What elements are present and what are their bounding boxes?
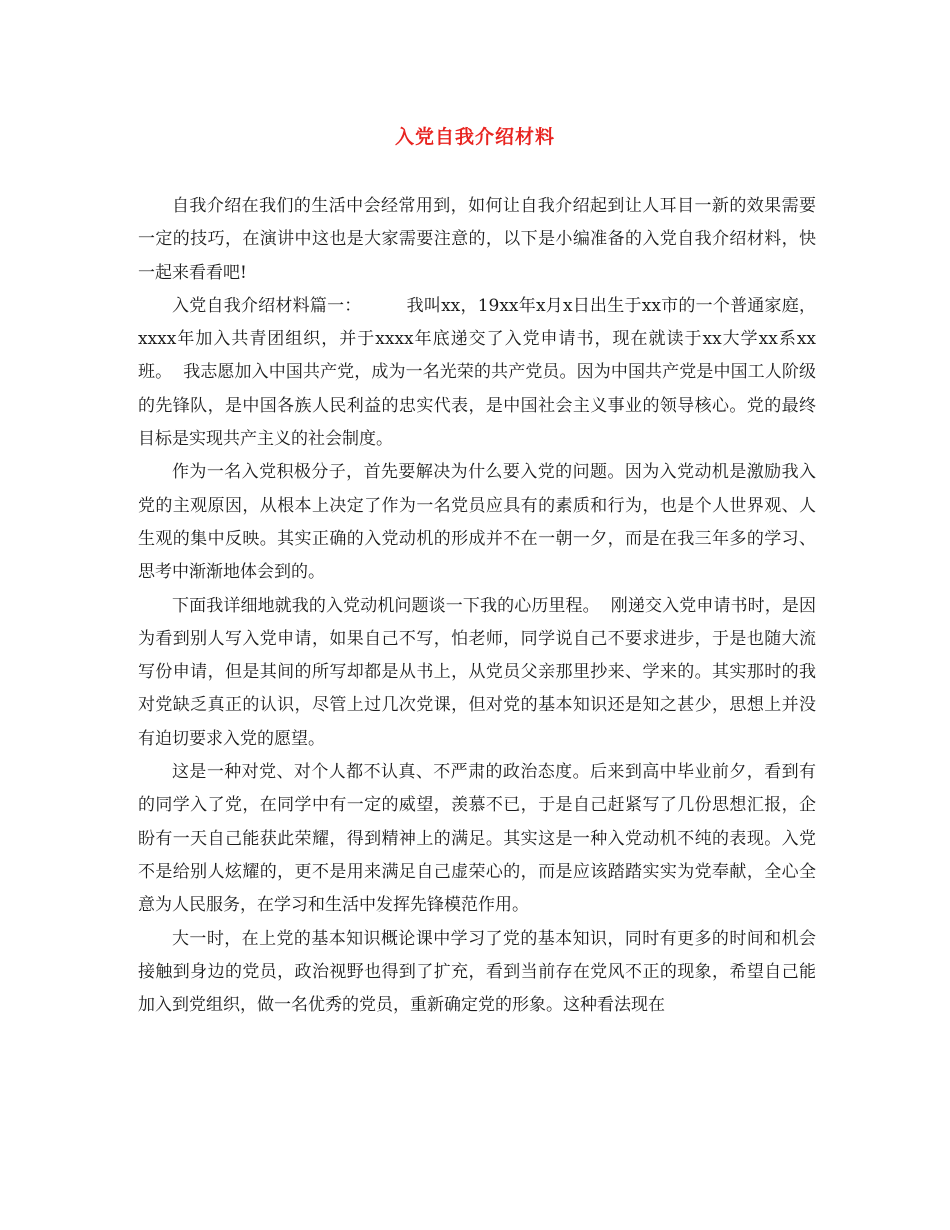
document-body <box>138 190 816 1022</box>
paragraph-intro: 自我介绍在我们的生活中会经常用到，如何让自我介绍起到让人耳目一新的效果需要一定的技巧，在演讲中这也是大家需要注意的，以下是小编准备的入党自我介绍材料，快一起来看看吧! <box>138 196 816 283</box>
paragraph-freshman: 大一时，在上党的基本知识概论课中学习了党的基本知识，同时有更多的时间和机会接触到身边的党员，政治视野也得到了扩充，看到当前存在党风不正的现象，希望自己能加入到党组织，做一名优秀的党员，重新确定党的形象。这种看法现在 <box>138 928 816 1016</box>
document-title: 入党自我介绍材料 <box>394 126 555 148</box>
paragraph-self-intro: 入党自我介绍材料篇一： 我叫xx，19xx年x月x日出生于xx市的一个普通家庭，xxxx年加入共青团组织，并于xxxx年底递交了入党申请书，现在就读于xx大学xx系xx班。 我志愿加入中国共产党，成为一名光荣的共产党员。因为中国共产党是中国工人阶级的先锋队，是中国各族人民利益的忠实代表，是中国社会主义事业的领导核心。党的最终目标是实现共产主义的社会制度。 <box>138 295 816 450</box>
paragraph-attitude: 这是一种对党、对个人都不认真、不严肃的政治态度。后来到高中毕业前夕，看到有的同学入了党，在同学中有一定的威望，羡慕不已，于是自己赶紧写了几份思想汇报，企盼有一天自己能获此荣耀，得到精神上的满足。其实这是一种入党动机不纯的表现。入党不是给别人炫耀的，更不是用来满足自己虚荣心的，而是应该踏踏实实为党奉献，全心全意为人民服务，在学习和生活中发挥先锋模范作用。 <box>138 762 816 916</box>
paragraph-motivation: 作为一名入党积极分子，首先要解决为什么要入党的问题。因为入党动机是激励我入党的主观原因，从根本上决定了作为一名党员应具有的素质和行为，也是个人世界观、人生观的集中反映。其实正确的入党动机的形成并不在一朝一夕，而是在我三年多的学习、思考中渐渐地体会到的。 <box>138 462 816 583</box>
paragraph-journey: 下面我详细地就我的入党动机问题谈一下我的心历里程。 刚递交入党申请书时，是因为看到别人写入党申请，如果自己不写，怕老师，同学说自己不要求进步，于是也随大流写份申请，但是其间的所写却都是从书上，从党员父亲那里抄来、学来的。其实那时的我对党缺乏真正的认识，尽管上过几次党课，但对党的基本知识还是知之甚少，思想上并没有迫切要求入党的愿望。 <box>138 595 816 749</box>
